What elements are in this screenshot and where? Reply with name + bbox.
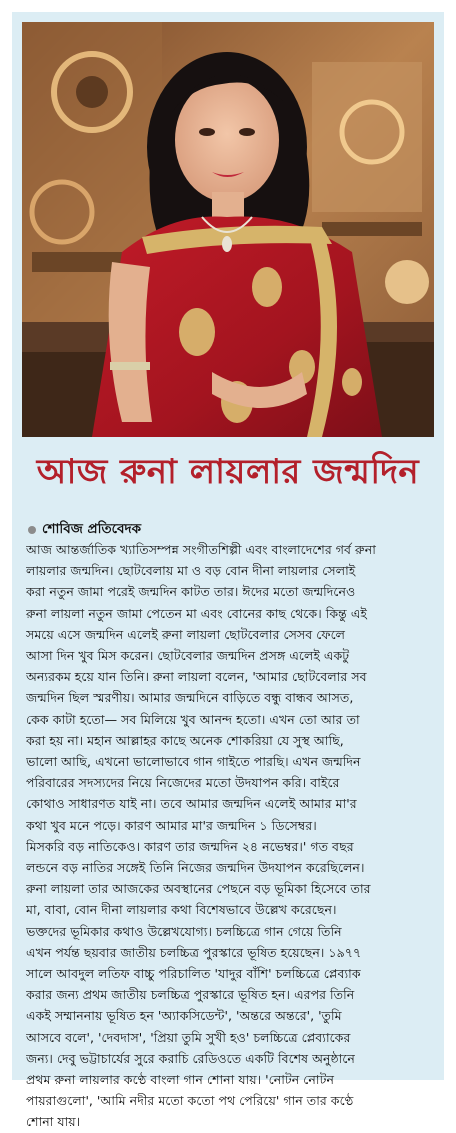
article-body bbox=[26, 539, 432, 1133]
body-line: কথা খুব মনে পড়ে। কারণ আমার মা'র জন্মদিন ১ ডিসেম্বর। bbox=[26, 817, 317, 833]
body-line: শোনা যায়। bbox=[26, 1114, 81, 1130]
body-line: করা হয় না। মহান আল্লাহর কাছে অনেক শোকরিয়া যে সুস্থ আছি, bbox=[26, 732, 344, 748]
portrait-photo bbox=[22, 22, 434, 437]
body-line: কোথাও সাধারণত যাই না। তবে আমার জন্মদিন এলেই আমার মা'র bbox=[26, 796, 357, 812]
body-line: অন্যরকম হয়ে যান তিনি। রুনা লায়লা বলেন, 'আমার ছোটবেলার সব bbox=[26, 669, 367, 685]
body-line: প্রথম রুনা লায়লার কণ্ঠে বাংলা গান শোনা যায়। 'নোটন নোটন bbox=[26, 1072, 334, 1088]
body-line: মিসকরি বড় নাতিকেও। কারণ তার জন্মদিন ২৪ নভেম্বর।' গত বছর bbox=[26, 838, 354, 854]
body-line: ভক্তদের ভূমিকার কথাও উল্লেখযোগ্য। চলচ্চিত্রে গান গেয়ে তিনি bbox=[26, 923, 342, 939]
body-line: করা নতুন জামা পরেই জন্মদিন কাটত তার। ঈদের মতো জন্মদিনেও bbox=[26, 584, 356, 600]
body-line: লায়লার জন্মদিন। ছোটবেলায় মা ও বড় বোন দীনা লায়লার সেলাই bbox=[26, 563, 356, 579]
body-line: এখন পর্যন্ত ছয়বার জাতীয় চলচ্চিত্র পুরস্কারে ভূষিত হয়েছেন। ১৯৭৭ bbox=[26, 944, 362, 960]
body-line: একই সম্মাননায় ভূষিত হন 'অ্যাকসিডেন্ট', 'অন্তরে অন্তরে', 'তুমি bbox=[26, 1008, 342, 1024]
body-line: সময়ে এসে জন্মদিন এলেই রুনা লায়লা ছোটবেলার সেসব ফেলে bbox=[26, 626, 346, 642]
body-line: করার জন্য প্রথম জাতীয় চলচ্চিত্র পুরস্কারে ভূষিত হন। এরপর তিনি bbox=[26, 987, 355, 1003]
body-line: লন্ডনে বড় নাতির সঙ্গেই তিনি নিজের জন্মদিন উদযাপন করেছিলেন। bbox=[26, 860, 365, 876]
gray-dot-icon bbox=[28, 526, 36, 534]
body-line: আসা দিন খুব মিস করেন। ছোটবেলার জন্মদিন প্রসঙ্গ এলেই একটু bbox=[26, 648, 350, 664]
body-line: রুনা লায়লা তার আজকের অবস্থানের পেছনে বড় ভূমিকা হিসেবে তার bbox=[26, 881, 371, 897]
body-line: পরিবারের সদস্যদের নিয়ে নিজেদের মতো উদযাপন করি। বাইরে bbox=[26, 775, 340, 791]
body-line: পায়রাগুলো', 'আমি নদীর মতো কতো পথ পেরিয়ে' গান তার কণ্ঠে bbox=[26, 1093, 354, 1109]
byline bbox=[28, 518, 141, 541]
body-line: কেক কাটা হতো— সব মিলিয়ে খুব আনন্দ হতো। এখন তো আর তা bbox=[26, 711, 360, 727]
byline-text: শোবিজ প্রতিবেদক bbox=[42, 521, 142, 537]
body-line: মা, বাবা, বোন দীনা লায়লার কথা বিশেষভাবে উল্লেখ করেছেন। bbox=[26, 902, 337, 918]
body-line: জন্মদিন ছিল স্মরণীয়। আমার জন্মদিনে বাড়িতে বন্ধু বান্ধব আসত, bbox=[26, 690, 354, 706]
body-line: আজ আন্তর্জাতিক খ্যাতিসম্পন্ন সংগীতশিল্পী এবং বাংলাদেশের গর্ব রুনা bbox=[26, 542, 376, 557]
body-line: আসবে বলে', 'দেবদাস', 'প্রিয়া তুমি সুখী হও' চলচ্চিত্রে প্লেব্যাকের bbox=[26, 1029, 351, 1045]
body-line: জন্য। দেবু ভট্টাচার্যের সুরে করাচি রেডিওতে একটি বিশেষ অনুষ্ঠানে bbox=[26, 1050, 355, 1066]
headline: আজ রুনা লায়লার জন্মদিন bbox=[36, 452, 420, 492]
body-line: সালে আবদুল লতিফ বাচ্চু পরিচালিত 'যাদুর বাঁশি' চলচ্চিত্রে প্লেব্যাক bbox=[26, 966, 361, 982]
body-line: ভালো আছি, এখনো ভালোভাবে গান গাইতে পারছি। এখন জন্মদিন bbox=[26, 754, 361, 770]
body-line: রুনা লায়লা নতুন জামা পেতেন মা এবং বোনের কাছ থেকে। কিন্তু এই bbox=[26, 605, 367, 621]
